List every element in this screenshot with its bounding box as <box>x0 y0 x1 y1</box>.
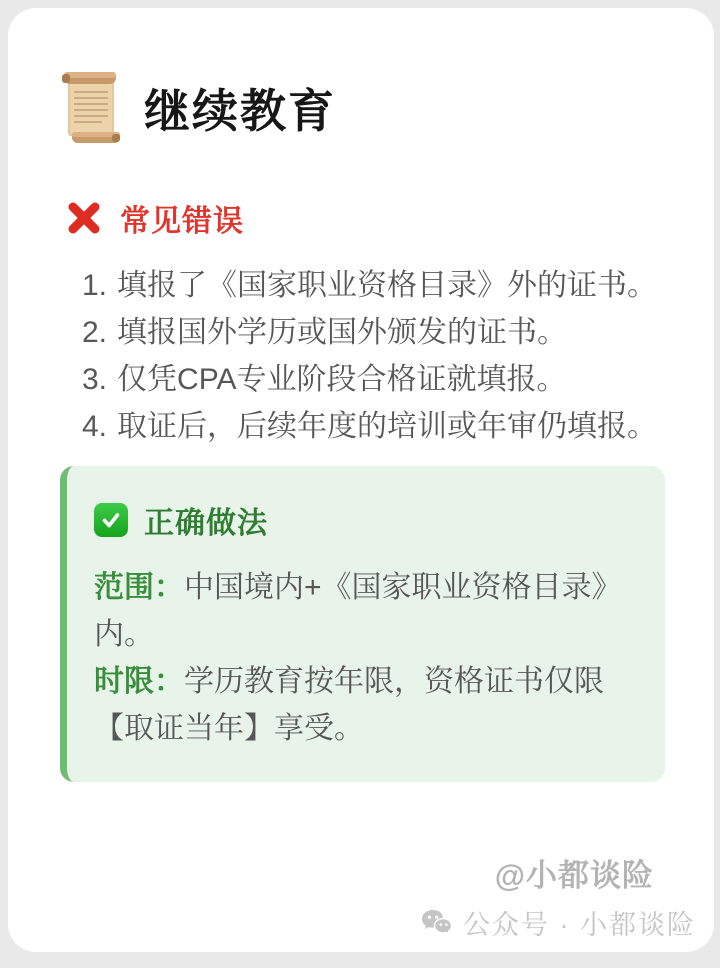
watermark <box>421 850 696 942</box>
title-row <box>8 8 714 146</box>
correct-practice-box <box>60 466 665 782</box>
correct-practice-text <box>94 564 637 752</box>
list-item-number: 1. <box>82 269 108 302</box>
point-label: 范围： <box>94 571 184 604</box>
cross-mark-icon <box>66 200 102 236</box>
scroll-icon <box>62 70 120 146</box>
list-item-number: 2. <box>82 316 108 349</box>
list-item-number: 4. <box>82 410 108 443</box>
check-square-icon <box>94 503 128 537</box>
list-item-text: 填报了《国家职业资格目录》外的证书。 <box>117 269 658 302</box>
list-item <box>82 309 714 356</box>
list-item <box>82 356 714 403</box>
point-label: 时限： <box>94 665 184 698</box>
wechat-icon <box>421 909 453 937</box>
page-title: 继续教育 <box>144 85 336 137</box>
point-text: 学历教育按年限，资格证书仅限【取证当年】享受。 <box>94 665 604 745</box>
point-text: 中国境内+《国家职业资格目录》内。 <box>94 571 622 651</box>
common-errors-heading: 常见错误 <box>120 205 244 238</box>
watermark-account-row <box>421 903 696 942</box>
watermark-handle: @小都谈险 <box>494 858 654 893</box>
correct-practice-heading: 正确做法 <box>144 507 268 540</box>
list-item-text: 填报国外学历或国外颁发的证书。 <box>117 316 568 349</box>
list-item-text: 取证后，后续年度的培训或年审仍填报。 <box>117 410 658 443</box>
common-errors-header <box>66 196 714 240</box>
common-errors-list <box>82 262 714 450</box>
list-item-number: 3. <box>82 363 108 396</box>
list-item <box>82 262 714 309</box>
watermark-account: 公众号 · 小都谈险 <box>463 910 696 940</box>
correct-practice-header <box>94 498 637 542</box>
content-card <box>8 8 714 952</box>
list-item <box>82 403 714 450</box>
list-item-text: 仅凭CPA专业阶段合格证就填报。 <box>117 363 567 396</box>
